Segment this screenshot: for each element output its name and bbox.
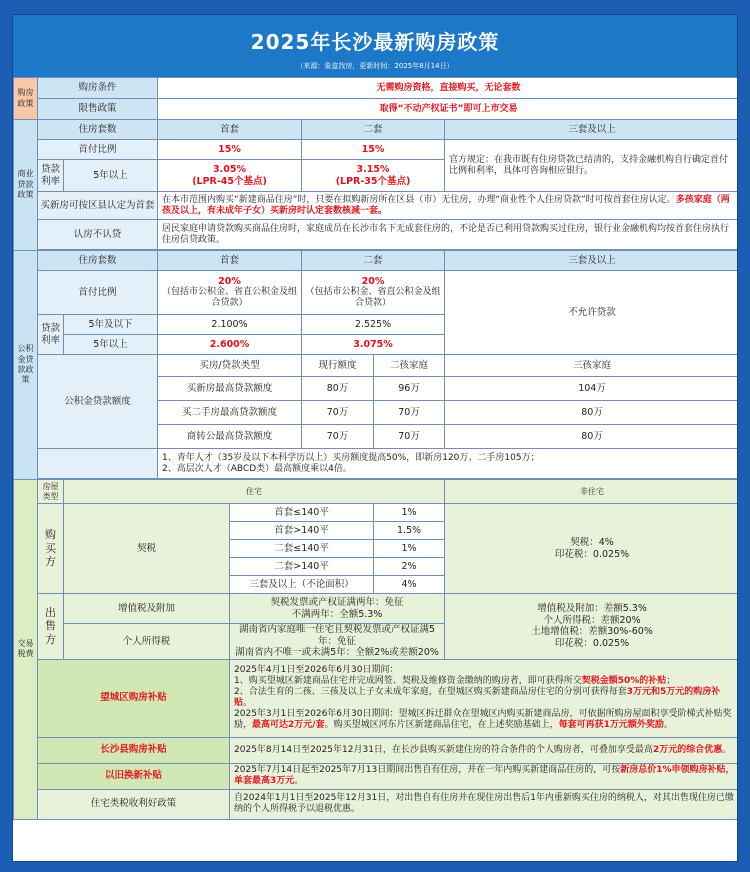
deed-cond: 二套>140平 (230, 558, 374, 576)
fund-down-first: 20% （包括市公积金、省直公积金及组合贷款） (158, 271, 302, 315)
com-head-first: 首套 (158, 120, 302, 140)
com-rate-second: 3.15% (LPR-35个基点) (302, 160, 445, 192)
fund-down-label: 首付比例 (38, 271, 158, 315)
com-head-third: 三套及以上 (445, 120, 738, 140)
seller-label: 出售方 (38, 594, 64, 660)
deed-cond: 二套≤140平 (230, 540, 374, 558)
deed-cond: 三套及以上（不论面积） (230, 576, 374, 594)
section-purchase: 购房政策 (14, 78, 38, 120)
deed-rate: 4% (374, 576, 445, 594)
deed-cond: 首套>140平 (230, 522, 374, 540)
conditions-value: 无需购房资格，直接购买，无论套数 (158, 78, 738, 99)
fund-rate-long-second: 3.075% (302, 335, 445, 355)
fund-head-first: 首套 (158, 251, 302, 271)
buy-nonres: 契税：4% 印花税：0.025% (445, 504, 738, 594)
com-down-second: 15% (302, 140, 445, 160)
oldnew-label: 以旧换新补贴 (38, 763, 230, 789)
fund-head-second: 二套 (302, 251, 445, 271)
com-county-label: 买新房可按区县认定为首套 (38, 192, 158, 220)
com-rate-term: 5年以上 (64, 160, 158, 192)
com-rate-first: 3.05% (LPR-45个基点) (158, 160, 302, 192)
com-county-text: 在本市范围内购买“新建商品住房”时，只要在拟购新房所在区县（市）无住房，办理“商业性个人住房贷款”时可按首套住房认定。多孩家庭（两孩及以上，有未成年子女）买新房时认定套数核减一套。 (158, 192, 738, 220)
fund-notes: 1、青年人才（35岁及以下本科学历以上）买房额度提高50%，即新房120万、二手房105万； 2、高层次人才（ABCD类）最高额度乘以4倍。 (158, 449, 738, 479)
fund-rate-short-term: 5年及以下 (64, 315, 158, 335)
fund-rate-label: 贷款利率 (38, 315, 64, 355)
conditions-label: 购房条件 (38, 78, 158, 99)
fund-rate-short-first: 2.100% (158, 315, 302, 335)
deed-rate: 1% (374, 504, 445, 522)
restriction-value: 取得“不动产权证书”即可上市交易 (158, 99, 738, 120)
table-row: 商转公最高贷款额度 70万 70万 80万 (14, 425, 739, 449)
page-subtitle: （来源：象盒找房，更新时间：2025年8月14日） (296, 62, 454, 70)
header (13, 15, 737, 77)
fund-amount-head-type: 买房/贷款类型 (158, 355, 302, 377)
fund-amount-label: 公积金贷款额度 (38, 355, 158, 449)
fund-head-count: 住房套数 (38, 251, 158, 271)
com-loan-text: 居民家庭申请贷款购买商品住房时，家庭成员在长沙市名下无成套住房的，不论是否已利用贷款购买过住房，银行业金融机构均按首套住房执行住房信贷政策。 (158, 220, 738, 250)
deed-cond: 首套≤140平 (230, 504, 374, 522)
restriction-label: 限售政策 (38, 99, 158, 120)
fund-amount-head-current: 现行额度 (302, 355, 374, 377)
com-head-count: 住房套数 (38, 120, 158, 140)
tax-head-nonres: 非住宅 (445, 480, 738, 504)
changsha-text: 2025年8月14日至2025年12月31日，在长沙县购买新建住房的符合条件的个人购房者，可叠加享受最高2万元的综合优惠。 (230, 737, 738, 763)
policy-sheet (12, 14, 738, 862)
fund-rate-short-second: 2.525% (302, 315, 445, 335)
changsha-label: 长沙县购房补贴 (38, 737, 230, 763)
buyer-label: 购买方 (38, 504, 64, 594)
tax-head-res: 住宅 (64, 480, 445, 504)
deed-rate: 1.5% (374, 522, 445, 540)
fund-amount-head-two: 二孩家庭 (374, 355, 445, 377)
deed-label: 契税 (64, 504, 230, 594)
pit-label: 个人所得税 (64, 624, 230, 660)
fund-head-third: 三套及以上 (445, 251, 738, 271)
fund-rate-long-term: 5年以上 (64, 335, 158, 355)
com-down-first: 15% (158, 140, 302, 160)
vat-label: 增值税及附加 (64, 594, 230, 624)
wangcheng-text: 2025年4月1日至2026年6月30日期间： 1、购买望城区新建商品住宅并完成网签、契税及维修资金缴纳的购房者，即可获得所交契税金额50%的补贴； 2、合法生育的二孩、三孩及以上子女未成年家庭，在望城区购买新建商品房住宅的分别可获得每套3万元和5万元的购房补贴。 2025年3月1日至2026年6月30日期间：望城区拆迁群众在望城区内购买新建商品房，可依据所购房屋面积享受阶梯式补贴奖励，最高可达2万元/套。购买望城区河东片区新建商品住宅，在上述奖励基础上，每套可再获1万元额外奖励。 (230, 659, 738, 737)
page-title: 2025年长沙最新购房政策 (250, 30, 500, 54)
pit-text: 湖南省内家庭唯一住宅且契税发票或产权证满5年：免征 湖南省内不唯一或未满5年：全额2%或差额20% (230, 624, 445, 660)
fund-down-second: 20% （包括市公积金、省直公积金及组合贷款） (302, 271, 445, 315)
section-fund: 公积金贷款政策 (14, 251, 38, 480)
fund-note-spacer (38, 449, 158, 479)
vat-text: 契税发票或产权证满两年：免征 不满两年：全额5.3% (230, 594, 445, 624)
fund-no-loan: 不允许贷款 (445, 271, 738, 355)
com-third-note: 官方规定：在我市既有住房贷款已结清的，支持金融机构自行确定首付比例和利率，具体可咨询相应银行。 (445, 140, 738, 192)
section-tax: 交易税费 (14, 480, 38, 820)
refund-label: 住宅类税收利好政策 (38, 789, 230, 819)
table-row: 买新房最高贷款额度 80万 96万 104万 (14, 377, 739, 401)
policy-table (13, 77, 738, 820)
table-row: 买二手房最高贷款额度 70万 70万 80万 (14, 401, 739, 425)
section-commercial: 商业贷款政策 (14, 120, 38, 251)
wangcheng-label: 望城区购房补贴 (38, 659, 230, 737)
com-rate-label: 贷款利率 (38, 160, 64, 192)
tax-head-type: 房屋类型 (38, 480, 64, 504)
com-loan-label: 认房不认贷 (38, 220, 158, 250)
com-down-label: 首付比例 (38, 140, 158, 160)
deed-rate: 1% (374, 540, 445, 558)
sell-nonres: 增值税及附加：差额5.3% 个人所得税：差额20% 土地增值税：差额30%-60% 印花税：0.025% (445, 594, 738, 660)
oldnew-text: 2025年7月14日起至2025年7月13日期间出售自有住房，并在一年内购买新建商品住房的，可按新房总价1%申领购房补贴，单套最高3万元。 (230, 763, 738, 789)
fund-amount-head-three: 三孩家庭 (445, 355, 738, 377)
refund-text: 自2024年1月1日至2025年12月31日，对出售自有住房并在现住房出售后1年内重新购买住房的纳税人，对其出售现住房已缴纳的个人所得税予以退税优惠。 (230, 789, 738, 819)
com-head-second: 二套 (302, 120, 445, 140)
fund-rate-long-first: 2.600% (158, 335, 302, 355)
deed-rate: 2% (374, 558, 445, 576)
